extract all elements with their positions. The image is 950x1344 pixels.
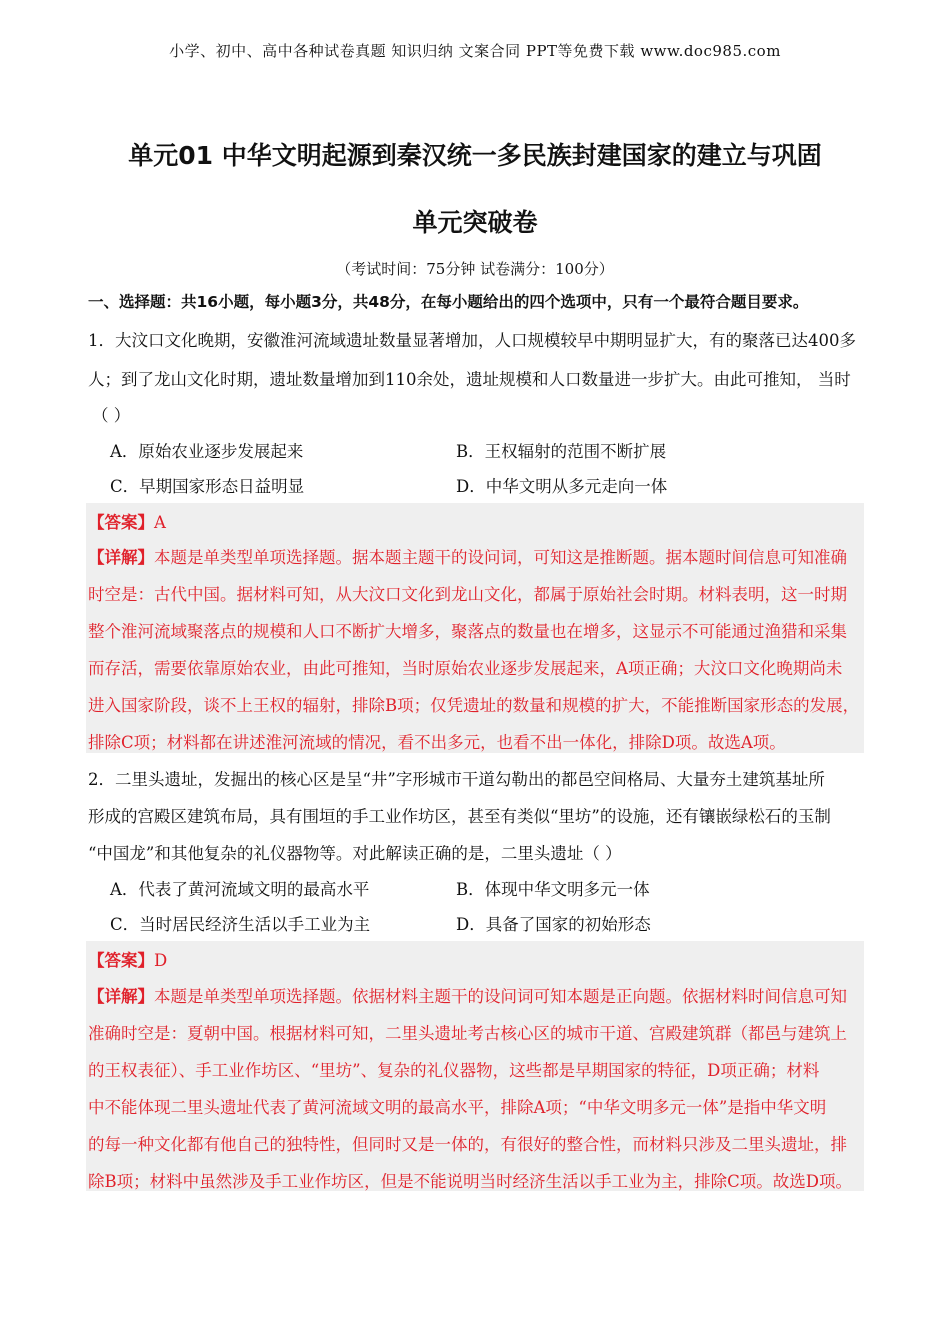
section-heading: 一、选择题：共16小题，每小题3分，共48分，在每小题给出的四个选项中，只有一个最符合题目要求。 bbox=[88, 293, 809, 311]
question-1-line-2: 人；到了龙山文化时期，遗址数量增加到110余处，遗址规模和人口数量进一步扩大。由此可推知， 当时 bbox=[88, 370, 851, 389]
question-1-answer bbox=[88, 509, 166, 533]
page-header: 小学、初中、高中各种试卷真题 知识归纳 文案合同 PPT等免费下载 www.doc985.com bbox=[169, 42, 781, 60]
answer-tag: 【答案】 bbox=[88, 513, 154, 532]
question-1-option-b: B．王权辐射的范围不断扩展 bbox=[456, 442, 667, 461]
exam-info: （考试时间：75分钟 试卷满分：100分） bbox=[336, 260, 614, 278]
answer-tag: 【答案】 bbox=[88, 951, 154, 970]
question-2-option-b: B．体现中华文明多元一体 bbox=[456, 880, 650, 899]
question-1-detail-line-4: 而存活，需要依靠原始农业，由此可推知，当时原始农业逐步发展起来，A项正确；大汶口文化晚期尚未 bbox=[88, 659, 843, 678]
question-2-detail-line-6: 除B项；材料中虽然涉及手工业作坊区，但是不能说明当时经济生活以手工业为主，排除C项。故选D项。 bbox=[88, 1172, 852, 1191]
question-2-line-2: 形成的宫殿区建筑布局，具有围垣的手工业作坊区，甚至有类似“里坊”的设施，还有镶嵌绿松石的玉制 bbox=[88, 807, 831, 826]
question-1-option-a: A．原始农业逐步发展起来 bbox=[110, 442, 304, 461]
question-2-line-3: “中国龙”和其他复杂的礼仪器物等。对此解读正确的是，二里头遗址（ ） bbox=[88, 844, 622, 863]
question-1-line-1: 1．大汶口文化晚期，安徽淮河流域遗址数量显著增加，人口规模较早中期明显扩大，有的聚落已达400多 bbox=[88, 331, 856, 350]
question-1-detail-line-5: 进入国家阶段，谈不上王权的辐射，排除B项；仅凭遗址的数量和规模的扩大，不能推断国家形态的发展， bbox=[88, 696, 860, 715]
question-2-detail-line-5: 的每一种文化都有他自己的独特性，但同时又是一体的，有很好的整合性，而材料只涉及二里头遗址，排 bbox=[88, 1135, 847, 1154]
answer-value: D bbox=[154, 951, 168, 970]
question-1-option-d: D．中华文明从多元走向一体 bbox=[456, 477, 668, 496]
question-1-detail-line-6: 排除C项；材料都在讲述淮河流域的情况，看不出多元，也看不出一体化，排除D项。故选A项。 bbox=[88, 733, 786, 752]
detail-tag: 【详解】 bbox=[88, 548, 154, 567]
document-subtitle: 单元突破卷 bbox=[412, 208, 538, 237]
question-2-answer bbox=[88, 947, 167, 971]
question-2-option-d: D．具备了国家的初始形态 bbox=[456, 915, 651, 934]
document-title: 单元01 中华文明起源到秦汉统一多民族封建国家的建立与巩固 bbox=[128, 141, 822, 170]
detail-text: 本题是单类型单项选择题。依据材料主题干的设问词可知本题是正向题。依据材料时间信息可知 bbox=[154, 987, 847, 1006]
question-2-option-c: C．当时居民经济生活以手工业为主 bbox=[110, 915, 371, 934]
answer-value: A bbox=[154, 513, 166, 532]
question-1-line-3: （ ） bbox=[92, 406, 131, 425]
question-2-line-1: 2．二里头遗址，发掘出的核心区是呈“井”字形城市干道勾勒出的都邑空间格局、大量夯土建筑基址所 bbox=[88, 770, 825, 789]
detail-tag: 【详解】 bbox=[88, 987, 154, 1006]
question-1-detail-line-2: 时空是：古代中国。据材料可知，从大汶口文化到龙山文化，都属于原始社会时期。材料表明，这一时期 bbox=[88, 585, 847, 604]
question-2-detail-line-2: 准确时空是：夏朝中国。根据材料可知，二里头遗址考古核心区的城市干道、宫殿建筑群（都邑与建筑上 bbox=[88, 1024, 847, 1043]
question-2-detail-line-4: 中不能体现二里头遗址代表了黄河流域文明的最高水平，排除A项；“中华文明多元一体”是指中华文明 bbox=[88, 1098, 827, 1117]
question-1-option-c: C．早期国家形态日益明显 bbox=[110, 477, 305, 496]
question-2-detail-line-3: 的王权表征）、手工业作坊区、“里坊”、复杂的礼仪器物，这些都是早期国家的特征，D项正确；材料 bbox=[88, 1061, 820, 1080]
question-2-option-a: A．代表了黄河流域文明的最高水平 bbox=[110, 880, 370, 899]
detail-text: 本题是单类型单项选择题。据本题主题干的设问词，可知这是推断题。据本题时间信息可知准确 bbox=[154, 548, 847, 567]
question-2-detail-line-1 bbox=[88, 983, 847, 1007]
question-1-detail-line-3: 整个淮河流域聚落点的规模和人口不断扩大增多，聚落点的数量也在增多，这显示不可能通过渔猎和采集 bbox=[88, 622, 847, 641]
question-1-detail-line-1 bbox=[88, 544, 847, 568]
